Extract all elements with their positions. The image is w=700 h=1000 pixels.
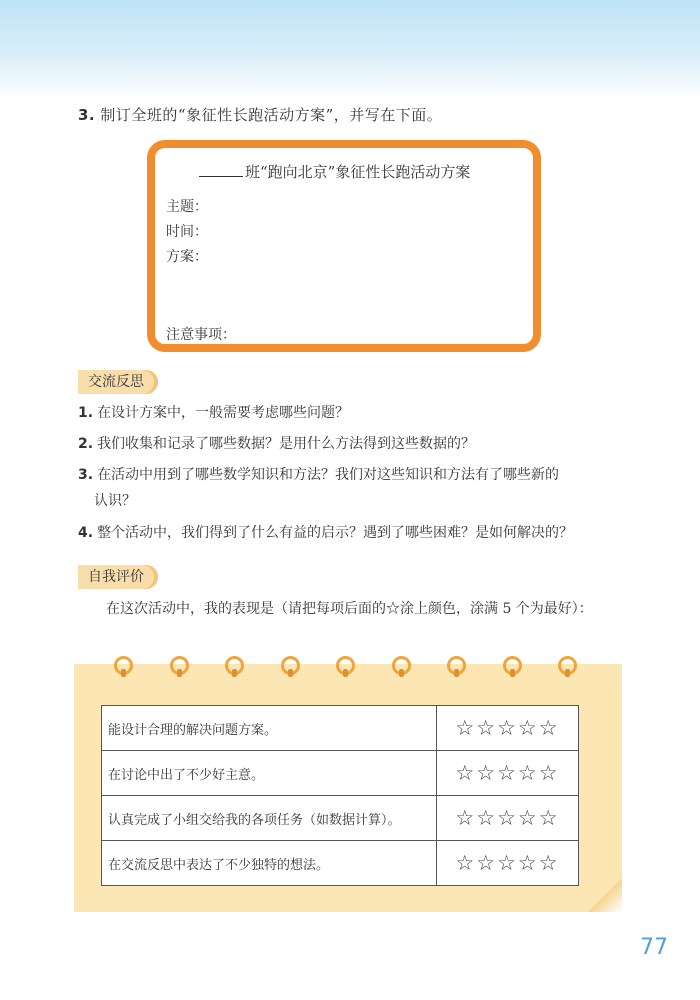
table-row <box>102 751 579 796</box>
ring-icon <box>281 656 300 675</box>
star-rating[interactable]: ☆☆☆☆☆ <box>437 751 579 796</box>
self-eval-table <box>101 705 579 886</box>
eval-item: 能设计合理的解决问题方案。 <box>102 706 437 751</box>
task-number: 3. <box>78 106 96 124</box>
plan-field-topic: 主题： <box>166 199 208 215</box>
ring-icon <box>503 656 522 675</box>
ring-icon <box>225 656 244 675</box>
header-band <box>0 0 700 100</box>
eval-item: 在交流反思中表达了不少独特的想法。 <box>102 841 437 886</box>
self-eval-intro: 在这次活动中，我的表现是（请把每项后面的☆涂上颜色，涂满 5 个为最好）： <box>106 601 593 617</box>
question-1: 1. 在设计方案中，一般需要考虑哪些问题？ <box>78 405 350 421</box>
task-3 <box>78 104 442 125</box>
ring-icon <box>336 656 355 675</box>
question-4: 4. 整个活动中，我们得到了什么有益的启示？遇到了哪些困难？是如何解决的？ <box>78 525 574 541</box>
task-text: 制订全班的“象征性长跑活动方案”，并写在下面。 <box>100 106 443 124</box>
ring-icon <box>392 656 411 675</box>
ring-icon <box>114 656 133 675</box>
table-row <box>102 706 579 751</box>
plan-box <box>147 140 541 352</box>
plan-title-text: 班“跑向北京”象征性长跑活动方案 <box>245 163 471 181</box>
question-3: 3. 在活动中用到了哪些数学知识和方法？我们对这些知识和方法有了哪些新的 认识？ <box>78 467 560 509</box>
plan-field-time: 时间： <box>166 224 208 240</box>
class-blank <box>199 162 243 177</box>
eval-item: 认真完成了小组交给我的各项任务（如数据计算）。 <box>102 796 437 841</box>
star-rating[interactable]: ☆☆☆☆☆ <box>437 841 579 886</box>
plan-field-plan: 方案： <box>166 249 208 265</box>
star-rating[interactable]: ☆☆☆☆☆ <box>437 796 579 841</box>
section-self-tag: 自我评价 <box>78 565 158 589</box>
table-row <box>102 841 579 886</box>
section-reflect-tag: 交流反思 <box>78 370 158 394</box>
plan-title <box>199 161 470 182</box>
question-3-cont: 认识？ <box>94 493 136 509</box>
star-rating[interactable]: ☆☆☆☆☆ <box>437 706 579 751</box>
ring-icon <box>558 656 577 675</box>
page-number: 77 <box>640 935 668 960</box>
ring-icon <box>170 656 189 675</box>
eval-item: 在讨论中出了不少好主意。 <box>102 751 437 796</box>
plan-field-notes: 注意事项： <box>166 327 236 343</box>
ring-icon <box>447 656 466 675</box>
question-2: 2. 我们收集和记录了哪些数据？是用什么方法得到这些数据的？ <box>78 436 476 452</box>
table-row <box>102 796 579 841</box>
